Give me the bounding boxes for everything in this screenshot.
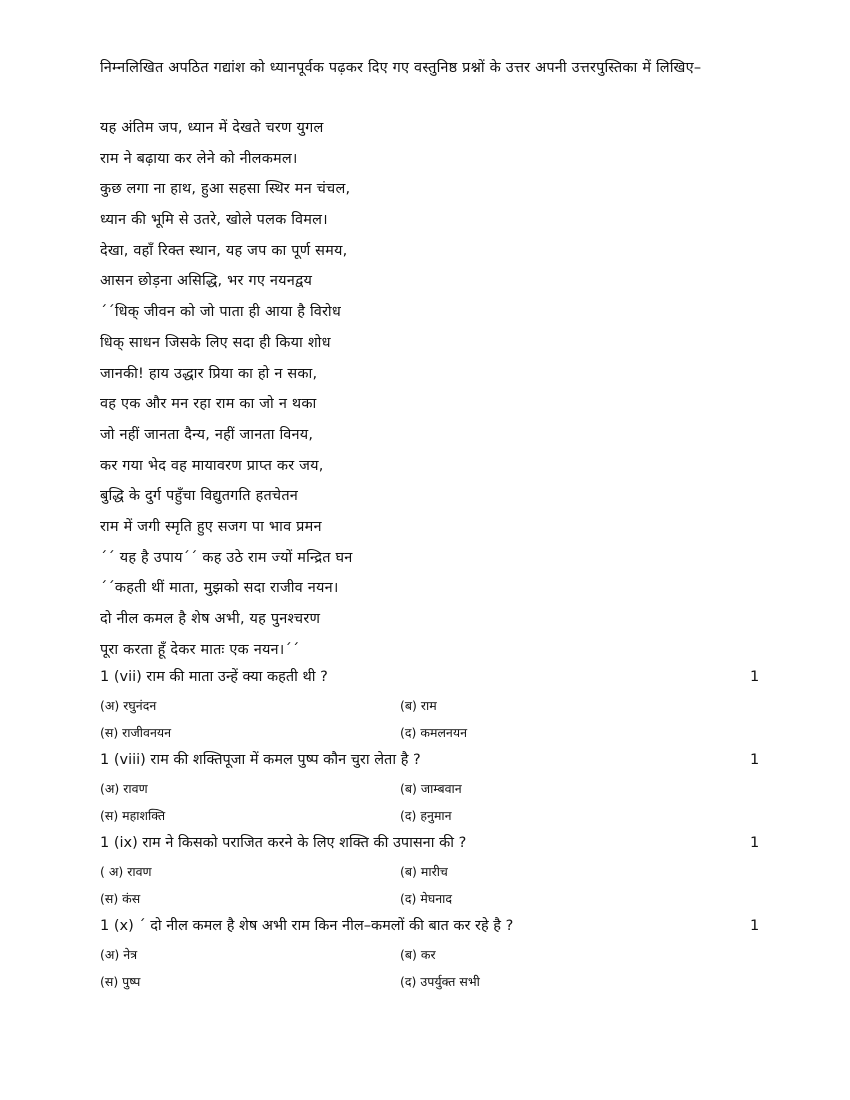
question-text: 1 (ix) राम ने किसको पराजित करने के लिए शक्ति की उपासना की ? [100,835,467,851]
option-c: (स) कंस [100,891,141,906]
option-c: (स) पुष्प [100,974,141,989]
options-row [100,858,770,885]
poem-line: देखा, वहाँ रिक्त स्थान, यह जप का पूर्ण समय, [100,242,348,259]
poem-line: ´´धिक् जीवन को जो पाता ही आया है विरोध [100,304,341,321]
options-row [100,719,770,746]
poem-line: दो नील कमल है शेष अभी, यह पुनश्चरण [100,611,321,627]
options-row [100,692,770,719]
option-b: (ब) मारीच [400,864,448,879]
poem-line: जानकी! हाय उद्धार प्रिया का हो न सका, [100,365,318,382]
question-text: 1 (x) ´ दो नील कमल है शेष अभी राम किन नील–कमलों की बात कर रहे है ? [100,918,514,934]
option-d: (द) कमलनयन [400,725,468,740]
options-row [100,802,770,829]
question-marks: 1 [750,835,760,851]
poem-line: पूरा करता हूँ देकर मातः एक नयन।´´ [100,641,300,658]
question-row [100,663,770,692]
question-row [100,746,770,775]
question-text: 1 (vii) राम की माता उन्हें क्या कहती थी ? [100,669,328,685]
poem-passage [100,113,353,665]
options-row [100,941,770,968]
question-row [100,912,770,941]
question-list [100,663,770,995]
option-b: (ब) राम [400,698,437,713]
option-a: (अ) रावण [100,781,148,796]
instruction-text: निम्नलिखित अपठित गद्यांश को ध्यानपूर्वक पढ़कर दिए गए वस्तुनिष्ठ प्रश्नों के उत्तर अपनी उत्तरपुस्तिका में लिखिए– [100,60,702,76]
poem-line: राम ने बढ़ाया कर लेने को नीलकमल। [100,150,298,167]
question-row [100,829,770,858]
question-marks: 1 [750,752,760,768]
option-a: (अ) रघुनंदन [100,698,157,713]
options-row [100,775,770,802]
poem-line: आसन छोड़ना असिद्धि, भर गए नयनद्वय [100,273,313,290]
poem-line: वह एक और मन रहा राम का जो न थका [100,396,317,413]
poem-line: जो नहीं जानता दैन्य, नहीं जानता विनय, [100,426,314,443]
option-c: (स) राजीवनयन [100,725,172,740]
poem-line: ध्यान की भूमि से उतरे, खोले पलक विमल। [100,212,328,229]
option-a: ( अ) रावण [100,864,152,879]
poem-line: धिक् साधन जिसके लिए सदा ही किया शोध [100,334,331,351]
question-marks: 1 [750,669,760,685]
question-marks: 1 [750,918,760,934]
poem-line: कुछ लगा ना हाथ, हुआ सहसा स्थिर मन चंचल, [100,181,351,198]
option-b: (ब) जाम्बवान [400,781,462,796]
options-row [100,968,770,995]
option-d: (द) उपर्युक्त सभी [400,974,480,989]
poem-line: यह अंतिम जप, ध्यान में देखते चरण युगल [100,120,324,136]
option-a: (अ) नेत्र [100,947,138,962]
poem-line: ´´ यह है उपाय´´ कह उठे राम ज्यों मन्द्रित घन [100,549,353,566]
options-row [100,885,770,912]
poem-line: बुद्धि के दुर्ग पहुँचा विद्युतगति हतचेतन [100,488,299,505]
question-text: 1 (viii) राम की शक्तिपूजा में कमल पुष्प कौन चुरा लेता है ? [100,752,421,768]
option-d: (द) मेघनाद [400,891,453,906]
poem-line: राम में जगी स्मृति हुए सजग पा भाव प्रमन [100,518,322,535]
option-b: (ब) कर [400,947,436,962]
poem-line: कर गया भेद वह मायावरण प्राप्त कर जय, [100,457,324,474]
poem-line: ´´कहती थीं माता, मुझको सदा राजीव नयन। [100,580,339,597]
option-c: (स) महाशक्ति [100,808,166,823]
option-d: (द) हनुमान [400,808,452,823]
